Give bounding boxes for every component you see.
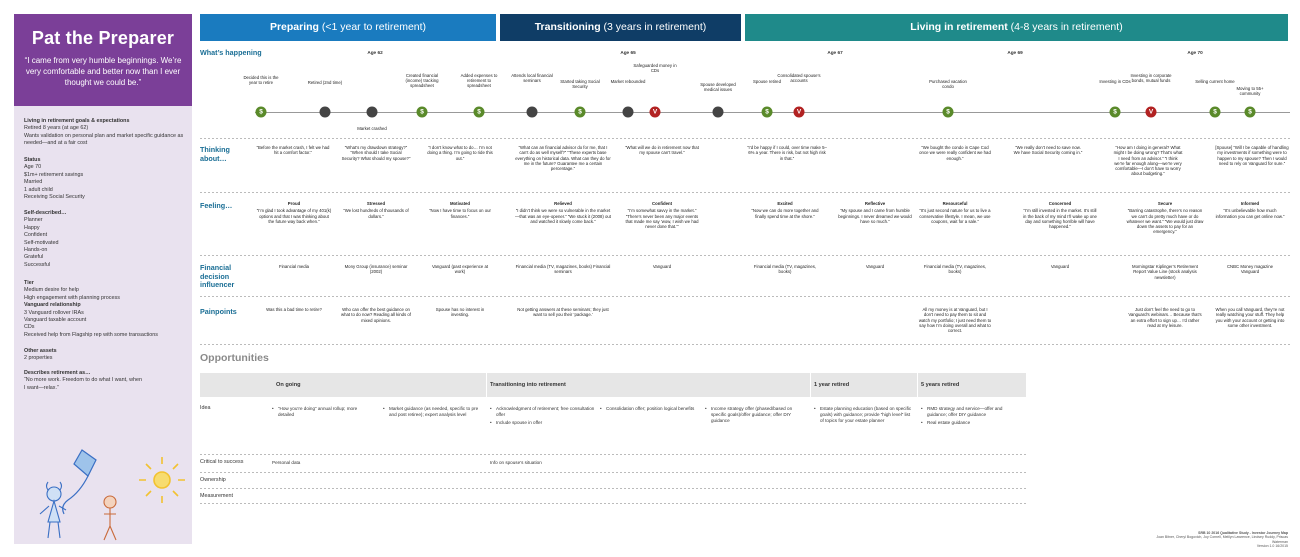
assets-section xyxy=(24,348,189,363)
describes-quote: “No more work. Freedom to do what I want, when I want—relax.” xyxy=(24,377,143,391)
influencer-cell: Vanguard xyxy=(652,264,672,269)
feeling-quote: “It’s just second nature for us to live a conservative lifestyle. I mean, we use coupons, wait for a sale.” xyxy=(919,208,991,224)
feeling-heading: Confident xyxy=(651,201,673,206)
self-item: Grateful xyxy=(24,254,44,261)
goals-section xyxy=(24,118,189,148)
painpoint-cell: All my money is at Vanguard, but I don’t need to pay them to sit and watch my portfolio; I just need them to say how I’m doing overall and what to correct. xyxy=(918,307,992,334)
self-item: Confident xyxy=(24,232,48,239)
dollar-milestone-icon: $ xyxy=(943,107,954,118)
feeling-quote: “It’s unbelievable how much information you can get online now.” xyxy=(1215,208,1285,219)
opp-idea-1year: • Estate planning education (based on specific goals) with guidance; provide “high level” list of topics for your estate planner xyxy=(814,406,914,424)
opp-idea-transition-c: • Income strategy offer (phased/based on specific goals)/offer guidance; offer DIY guidance xyxy=(705,406,805,424)
feeling-quote: “I’m glad I took advantage of my 401(k) options and that I was thinking about the future way back when.” xyxy=(256,208,332,224)
vanguard-item: CDs xyxy=(24,324,35,331)
dollar-milestone-icon: $ xyxy=(1110,107,1121,118)
influencer-cell: Vanguard xyxy=(1050,264,1070,269)
feeling-heading: Excited xyxy=(777,201,793,206)
event-label: Started taking Social Security xyxy=(560,79,600,90)
painpoint-cell: Was this a bad time to retire? xyxy=(266,307,322,312)
self-item: Planner xyxy=(24,217,43,224)
goals-title: Living in retirement goals & expectations xyxy=(24,118,130,124)
opp-col-5years: 5 years retired xyxy=(921,382,960,388)
feeling-cell xyxy=(918,201,992,224)
opp-row-ownership: Ownership xyxy=(200,477,226,483)
age-marker: Age 65 xyxy=(620,50,636,55)
feeling-cell xyxy=(427,201,493,219)
status-item: Receiving Social Security xyxy=(24,194,85,201)
vanguard-milestone-icon: V xyxy=(650,107,661,118)
tier-item: High engagement with planning process xyxy=(24,294,120,301)
event-label: Market rebounded xyxy=(610,79,646,84)
vanguard-milestone-icon: V xyxy=(1146,107,1157,118)
status-item: Age 70 xyxy=(24,164,42,171)
thinking-quote: “We bought the condo in Cape Cod once we were really confident we had enough.” xyxy=(919,145,991,161)
divider xyxy=(200,138,1290,139)
influencer-cell: Vanguard xyxy=(865,264,885,269)
persona-quote: “I came from very humble beginnings. We’re very comfortable and better now than I ever thought we could be.” xyxy=(24,56,182,87)
divider xyxy=(200,454,1026,455)
event-label: Spouse retired xyxy=(753,79,781,84)
event-label: Added expenses to retirement to spreadsheet xyxy=(460,73,498,89)
age-marker: Age 70 xyxy=(1187,50,1203,55)
tier-title: Tier xyxy=(24,280,34,286)
divider xyxy=(200,472,1026,473)
feeling-quote: “Now we can do more together and finally spend time at the shore.” xyxy=(751,208,819,219)
opp-row-measurement: Measurement xyxy=(200,493,233,499)
describes-section xyxy=(24,370,144,392)
goal-item: Wants validation on personal plan and market specific guidance as needed—and at a fair cost xyxy=(24,132,184,147)
thinking-quote: “I’d be happy if I could, over time make 5–6% a year. There is risk, but not high risk in that.” xyxy=(747,145,827,161)
feeling-cell xyxy=(838,201,912,224)
dollar-milestone-icon: $ xyxy=(417,107,428,118)
vanguard-milestone-icon: V xyxy=(794,107,805,118)
event-label: Safeguarded money in CDs xyxy=(633,63,677,74)
thinking-quote: [Spouse] “Will I be capable of handling my investments if something were to happen to my spouse? Then I would need to rely on Vanguard for sure.” xyxy=(1215,145,1289,166)
vanguard-title: Vanguard relationship xyxy=(24,302,81,309)
event-label: Selling current home xyxy=(1195,79,1235,84)
painpoint-cell: Just don’t feel the need to go to Vanguard’s webinars… Because that’s an extra effort to sign up… I’d rather read at my leisure. xyxy=(1128,307,1202,328)
event-label: Spouse developed medical issues xyxy=(700,82,736,93)
feeling-cell xyxy=(1126,201,1204,235)
persona-name: Pat the Preparer xyxy=(31,28,175,48)
divider xyxy=(200,192,1290,193)
influencer-cell: Financial media (TV, magazines, books) xyxy=(923,264,987,275)
self-described-section xyxy=(24,210,189,269)
opp-critical-ongoing: Personal data xyxy=(272,460,301,465)
feeling-heading: Motivated xyxy=(449,201,471,206)
kite-icon xyxy=(63,450,96,514)
sun-icon xyxy=(139,457,185,503)
footer-credits: SRB 10 2016 Qualitative Study - Investor Journey Map Joan Bitner, Cheryl Bogovich, Joy Cornell, Melilyn Lawrence, Lindsey Ruddy, Priscas Waterman Version 1.0 16/2015 xyxy=(1156,531,1288,549)
feeling-heading: Informed xyxy=(1240,201,1260,206)
event-label: Decided this is the year to retire xyxy=(243,75,279,86)
persona-header xyxy=(14,14,192,106)
status-section xyxy=(24,157,189,201)
vanguard-item: Vanguard taxable account xyxy=(24,317,87,324)
tier-section xyxy=(24,280,189,339)
vanguard-item: 3 Vanguard rollover IRAs xyxy=(24,309,84,316)
vanguard-item: Received help from Flagship rep with some transactions xyxy=(24,331,158,338)
dollar-milestone-icon: $ xyxy=(1210,107,1221,118)
divider xyxy=(200,255,1290,256)
self-item: Hands-on xyxy=(24,247,48,254)
divider xyxy=(200,296,1290,297)
painpoint-cell: When you call Vanguard, they’re not really watching your stuff. They help you with your account or getting into some other investment. xyxy=(1215,307,1285,328)
phase-banner-living: Living in retirement (4-8 years in retirement) xyxy=(745,14,1288,41)
influencer-cell: Financial media (TV, magazines, books) xyxy=(753,264,817,275)
divider xyxy=(200,503,1026,504)
thinking-quote: “I don’t know what to do… I’m not doing a thing. I’m going to ride this out.” xyxy=(427,145,493,161)
status-title: Status xyxy=(24,157,41,163)
divider xyxy=(200,488,1026,489)
opp-idea-transition-a: • Acknowledgment of retirement; free consultation offer • Include spouse in offer xyxy=(490,406,598,426)
feeling-heading: Concerned xyxy=(1048,201,1072,206)
opp-critical-transition: Info on spouse’s situation xyxy=(490,460,542,465)
thinking-quote: “We really don’t need to save now. We have Social Security coming in.” xyxy=(1013,145,1083,156)
event-label: Retired (2nd time) xyxy=(307,80,343,85)
thinking-quote: “How am I doing in general? What might I be doing wrong? That’s what I need from an advisor.” “I think we’re far enough along—we’re very comfortable—I don’t have to worry about budgeting.” xyxy=(1113,145,1183,177)
influencer-cell: Vanguard (past experience at work) xyxy=(431,264,489,275)
feeling-cell xyxy=(1023,201,1097,229)
divider xyxy=(200,344,1290,345)
feeling-cell xyxy=(1213,201,1287,219)
timeline-axis xyxy=(255,112,1290,113)
tier-item: Medium desire for help xyxy=(24,287,79,294)
feeling-quote: “I’m still invested in the market. It’s still in the back of my mind I’ll wake up one day and something horrible will have happened.” xyxy=(1023,208,1097,230)
thinking-quote: “What will we do in retirement now that my spouse can’t travel.” xyxy=(625,145,699,156)
status-item: Married xyxy=(24,179,43,186)
self-item: Self-motivated xyxy=(24,239,59,246)
dollar-milestone-icon: $ xyxy=(762,107,773,118)
opp-row-idea: Idea xyxy=(200,405,211,411)
assets-item: 2 properties xyxy=(24,355,53,362)
opportunities-title: Opportunities xyxy=(200,352,269,364)
phase-banner-preparing: Preparing (<1 year to retirement) xyxy=(200,14,496,41)
feeling-cell xyxy=(622,201,702,229)
age-marker: Age 69 xyxy=(1007,50,1023,55)
age-marker: Age 62 xyxy=(367,50,383,55)
self-item: Successful xyxy=(24,261,51,268)
feeling-quote: “Now I have time to focus on our finances.” xyxy=(429,208,491,219)
opp-idea-5years: • RMD strategy and service—offer and guidance; offer DIY guidance • Real estate guidance xyxy=(921,406,1021,426)
status-item: $1m+ retirement savings xyxy=(24,171,84,178)
thinking-quote: “What can an financial advisor do for me, that I can’t do as well myself?” “These experts base everything on historical data. What can they do for me in the future? Guarantee me a certain percentage.” xyxy=(515,145,611,172)
feeling-heading: Relieved xyxy=(554,201,572,206)
opp-idea-ongoing-a: • “How you’re doing” annual rollup; more detailed xyxy=(272,406,372,418)
event-label: Market crashed xyxy=(357,126,387,131)
feeling-quote: “Barring catastrophe, there’s no reason we can’t do pretty much have or do whatever we want.” “We would just draw down the assets to pay for an emergency.” xyxy=(1126,208,1204,235)
opp-idea-ongoing-b: • Market guidance (as needed, specific to pre and post retiree); expert analysis level xyxy=(383,406,483,418)
feeling-heading: Proud xyxy=(287,201,301,206)
row-label-happening: What’s happening xyxy=(200,48,262,57)
dollar-milestone-icon: $ xyxy=(1245,107,1256,118)
feeling-quote: “We lost hundreds of thousands of dollars.” xyxy=(343,208,409,219)
painpoint-cell: Not getting answers at these seminars; they just want to sell you their ‘package.’ xyxy=(517,307,609,318)
opp-col-1year: 1 year retired xyxy=(814,382,850,388)
event-dot-icon xyxy=(713,107,724,118)
assets-title: Other assets xyxy=(24,348,57,354)
influencer-cell: Financial media (TV, magazines, books) Financial seminars xyxy=(515,264,611,275)
phase-banner-transitioning: Transitioning (3 years in retirement) xyxy=(500,14,741,41)
event-dot-icon xyxy=(320,107,331,118)
feeling-cell xyxy=(341,201,411,219)
feeling-heading: Stressed xyxy=(366,201,386,206)
feeling-quote: “I didn’t think we were so vulnerable in the market—that was an eye-opener.” “We stuck it (2008) out and watched it slowly come back.” xyxy=(515,208,611,224)
opportunities-header-bar xyxy=(200,373,1026,397)
row-label-painpoints: Painpoints xyxy=(200,307,237,316)
event-label: Investing in CDs xyxy=(1099,79,1131,84)
event-dot-icon xyxy=(623,107,634,118)
event-label: Consolidated spouse’s accounts xyxy=(777,73,821,84)
event-label: Attends local financial seminars xyxy=(511,73,553,84)
age-marker: Age 67 xyxy=(827,50,843,55)
persona-panel xyxy=(14,14,192,544)
row-label-thinking: Thinking about… xyxy=(200,145,230,163)
event-dot-icon xyxy=(527,107,538,118)
thinking-quote: “What’s my drawdown strategy?” “When should I take Social Security? What should my spouse?” xyxy=(341,145,411,161)
self-described-title: Self-described… xyxy=(24,210,67,216)
feeling-heading: Reflective xyxy=(864,201,886,206)
feeling-cell xyxy=(746,201,824,219)
influencer-cell: Mony Group (insurance) seminar (2002) xyxy=(344,264,408,275)
row-label-influencer: Financial decision influencer xyxy=(200,263,235,289)
influencer-cell: CNBC Money magazine Vanguard xyxy=(1226,264,1274,275)
thinking-quote: “Before the market crash, I felt we had hit a comfort factor.” xyxy=(256,145,330,156)
painpoint-cell: Spouse has no interest in investing. xyxy=(435,307,485,318)
painpoint-cell: Who can offer the best guidance on what to do now? Reading all kinds of mixed opinions. xyxy=(341,307,411,323)
child-figure-icon xyxy=(104,496,116,540)
dollar-milestone-icon: $ xyxy=(474,107,485,118)
child-figure-icon xyxy=(40,482,66,538)
feeling-cell xyxy=(515,201,611,224)
opp-row-critical: Critical to success xyxy=(200,459,244,465)
goal-item: Retired 8 years (at age 62) xyxy=(24,125,89,132)
opp-col-transition: Transitioning into retirement xyxy=(490,382,566,388)
event-label: Purchased vacation condo xyxy=(929,79,967,90)
event-label: Created financial (income) tracking spreadsheet xyxy=(405,73,439,89)
describes-title: Describes retirement as… xyxy=(24,370,91,376)
event-dot-icon xyxy=(367,107,378,118)
row-label-feeling: Feeling… xyxy=(200,201,233,210)
feeling-quote: “My spouse and I came from humble beginnings. I never dreamed we would have so much.” xyxy=(838,208,912,224)
influencer-cell: Morningstar Kiplinger’s Retirement Report Value Line (stock analysis newsletter) xyxy=(1132,264,1198,280)
event-label: Investing in corporate bonds, mutual funds xyxy=(1130,73,1172,84)
dollar-milestone-icon: $ xyxy=(256,107,267,118)
feeling-quote: “I’m somewhat savvy in the market.” “There’s never been any major events that made me say ‘wow, I wish we had never done that.’” xyxy=(625,208,699,230)
dollar-milestone-icon: $ xyxy=(575,107,586,118)
feeling-heading: Secure xyxy=(1157,201,1173,206)
opp-col-ongoing: On going xyxy=(276,382,301,388)
self-item: Happy xyxy=(24,224,40,231)
opp-idea-transition-b: • Consolidation offer; position logical benefits xyxy=(600,406,698,412)
status-item: 1 adult child xyxy=(24,186,53,193)
child-drawing-illustration xyxy=(24,444,194,544)
feeling-heading: Resourceful xyxy=(942,201,968,206)
influencer-cell: Financial media xyxy=(278,264,310,269)
feeling-cell xyxy=(256,201,332,224)
event-label: Moving to 55+ community xyxy=(1236,86,1264,97)
